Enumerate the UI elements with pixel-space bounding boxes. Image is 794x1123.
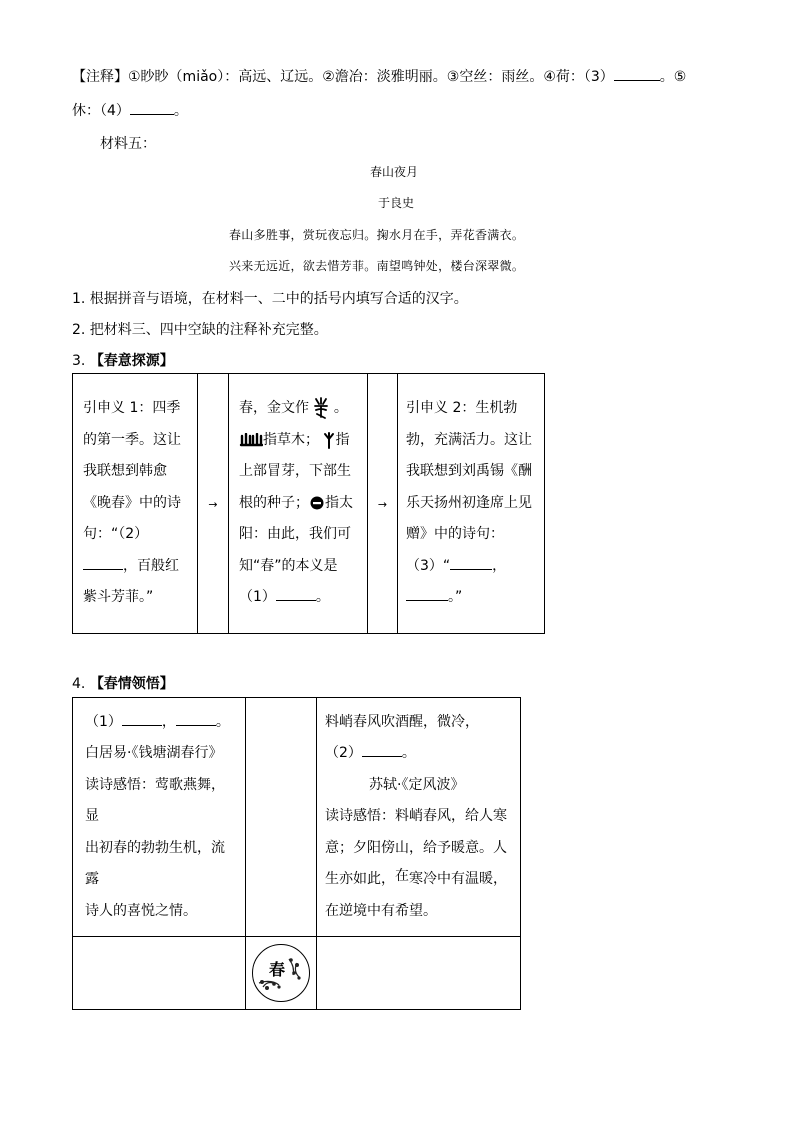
right-arrow-icon: → (208, 497, 218, 511)
question-3-heading (72, 350, 174, 370)
question-4-number: 4. (72, 676, 90, 692)
bottom-left-empty-cell (73, 937, 246, 1010)
t3-left-line: 《晚春》中的诗 (83, 494, 181, 511)
poem-title: 春山夜月 (370, 165, 419, 179)
t3-left-line: 引申义 1：四季 (83, 400, 181, 417)
sprout-glyph-icon (323, 431, 335, 449)
poem-author: 于良史 (378, 196, 415, 210)
t3-right-line: 引申义 2：生机勃 (406, 400, 518, 417)
answer-blank-q4-1b[interactable] (176, 711, 216, 726)
notes-line-1 (72, 66, 686, 86)
material5-label: 材料五： (100, 136, 156, 152)
t4-left-line: 读诗感悟：莺歌燕舞，显 (85, 776, 225, 825)
t4-right-line: （2） 。 (325, 738, 512, 770)
t4-left-line: 出初春的勃勃生机，流露 (85, 839, 225, 888)
answer-blank-q3-3b[interactable] (406, 586, 448, 601)
question-1: 1. 根据拼音与语境，在材料一、二中的括号内填写合适的汉字。 (72, 291, 468, 307)
original-meaning-cell (229, 374, 368, 634)
notes-text-1b: 。⑤ (659, 69, 687, 85)
t3-mid-line: 知“春”的本义是 (239, 557, 338, 574)
answer-blank-q3-3a[interactable] (450, 555, 492, 570)
t4-right-line: 苏轼·《定风波》 (369, 776, 465, 793)
t3-mid-line: 上部冒芽，下部生 (239, 463, 351, 480)
right-arrow-icon: → (377, 497, 388, 511)
t3-left-line: 紫斗芳菲。” (83, 589, 154, 606)
notes-text-1a: 【注释】①眇眇（miǎo）：高远、辽远。②澹冶：淡雅明丽。③空丝：雨丝。④荷：（3） (72, 69, 614, 85)
t3-mid-line: 阳：由此，我们可 (239, 526, 351, 543)
t3-left-line: ，百般红 (83, 551, 189, 583)
grass-glyph-icon (239, 433, 263, 447)
chun-origin-table (72, 373, 545, 634)
middle-empty-cell (246, 698, 317, 937)
notes-text-2b: 。 (173, 103, 188, 119)
spring-feeling-table (72, 697, 521, 1010)
t3-mid-line: 春，金文作 。 (239, 393, 359, 425)
seal-text: 春 (269, 960, 286, 979)
notes-text-2a: 休：（4） (72, 103, 130, 119)
t3-mid-line: 指草木； 指 (239, 425, 359, 457)
question-4-heading (72, 673, 174, 693)
seal-cell (246, 937, 317, 1010)
t3-left-line: 句：“（2） (83, 526, 149, 543)
question-3-number: 3. (72, 353, 90, 369)
answer-blank-note-4[interactable] (130, 100, 174, 115)
question-4-title: 【春情领悟】 (89, 676, 174, 692)
question-3-title: 【春意探源】 (89, 353, 174, 369)
bai-juyi-cell (73, 698, 246, 937)
t4-right-line: 读诗感悟：料峭春风，给人寒 (325, 808, 507, 825)
answer-blank-q4-1a[interactable] (122, 711, 162, 726)
t4-right-line: 在逆境中有希望。 (325, 902, 437, 919)
chun-seal-icon (252, 944, 310, 1002)
t4-left-line: 白居易·《钱塘湖春行》 (85, 745, 223, 762)
jinwen-chun-glyph-icon (313, 397, 329, 419)
sun-glyph-icon (309, 495, 325, 511)
t3-right-line: 我联想到刘禹锡《酬 (406, 463, 532, 480)
t4-right-line: 生亦如此，在寒冷中有温暖， (325, 868, 507, 888)
arrow-cell-1 (198, 374, 229, 634)
t4-left-line: 诗人的喜悦之情。 (85, 902, 197, 919)
t3-mid-line: （1） 。 (239, 582, 359, 614)
answer-blank-note-3[interactable] (614, 66, 660, 81)
t3-right-line: 赠》中的诗句： (406, 526, 504, 543)
extended-meaning-2-cell (398, 374, 545, 634)
answer-blank-q3-1[interactable] (276, 586, 316, 601)
answer-blank-q3-2[interactable] (83, 555, 123, 570)
extended-meaning-1-cell (73, 374, 198, 634)
t3-right-line: （3）“ ， (406, 551, 536, 583)
arrow-cell-2 (368, 374, 398, 634)
answer-blank-q4-2[interactable] (362, 742, 402, 757)
su-shi-cell (317, 698, 521, 937)
notes-line-2 (72, 100, 188, 120)
t3-right-line: 乐天扬州初逢席上见 (406, 494, 532, 511)
t4-right-line: 料峭春风吹酒醒，微冷， (325, 713, 479, 730)
bottom-right-empty-cell (317, 937, 521, 1010)
t4-left-line: （1） ， 。 (85, 707, 237, 739)
question-2: 2. 把材料三、四中空缺的注释补充完整。 (72, 322, 328, 338)
t3-left-line: 我联想到韩愈 (83, 463, 167, 480)
t3-mid-line: 根的种子； 指太 (239, 494, 353, 511)
poem-verse-2: 兴来无远近，欲去惜芳菲。南望鸣钟处，楼台深翠微。 (229, 259, 525, 273)
t3-right-line: 勃，充满活力。这让 (406, 431, 532, 448)
poem-verse-1: 春山多胜事，赏玩夜忘归。掬水月在手，弄花香满衣。 (229, 228, 525, 242)
t3-left-line: 的第一季。这让 (83, 431, 181, 448)
t4-right-line: 意；夕阳傍山，给予暖意。人 (325, 839, 507, 856)
t3-right-line: 。” (406, 582, 536, 614)
